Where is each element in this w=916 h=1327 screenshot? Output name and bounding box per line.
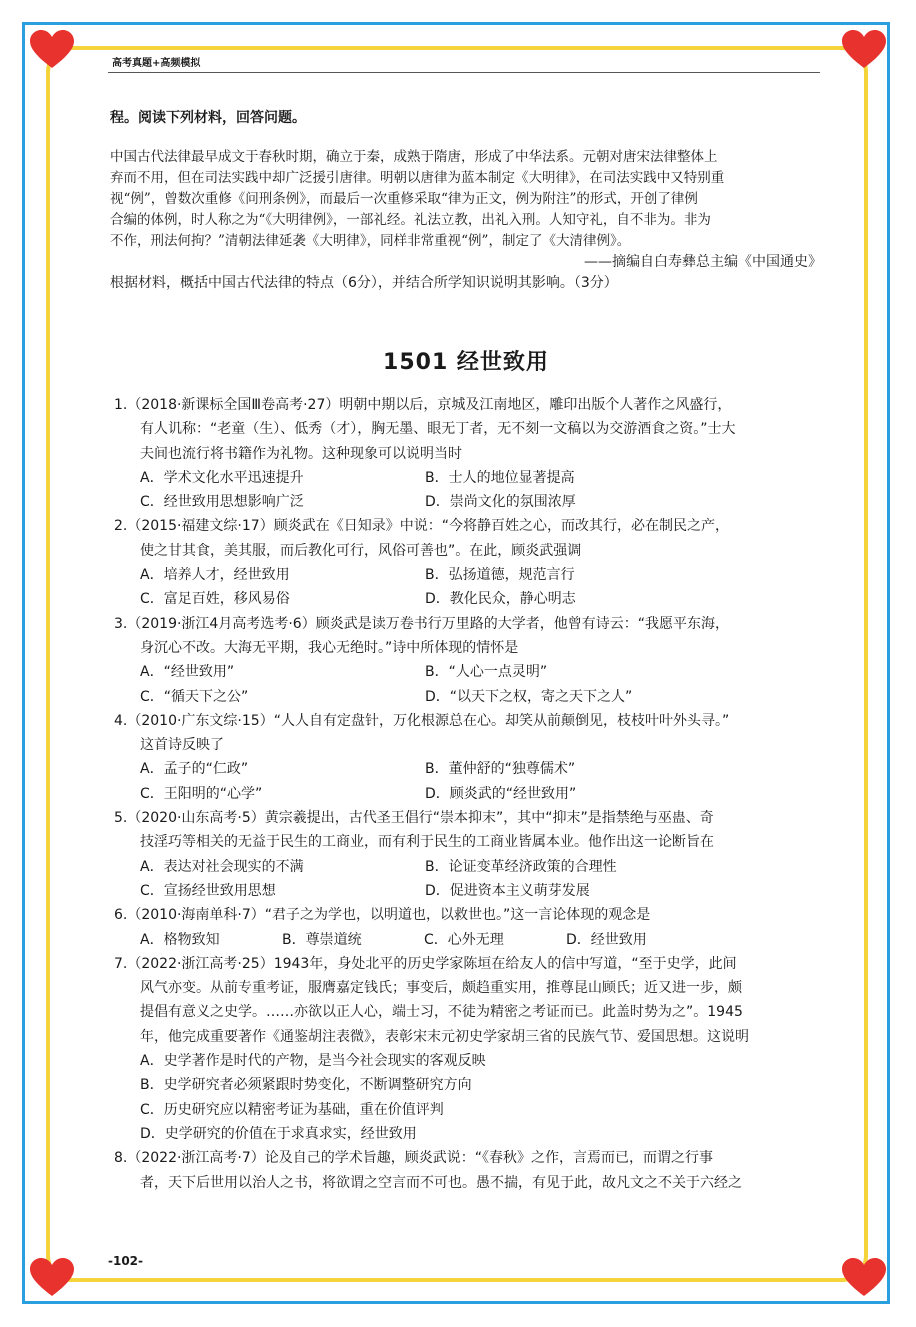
- question-stem: [114, 709, 822, 758]
- material-line: 合编的体例，时人称之为“《大明律例》，一部礼经。礼法立教，出礼入刑。人知守礼，自不非为。非为: [110, 212, 711, 228]
- question-item: [110, 806, 822, 903]
- answer-option[interactable]: D．教化民众，静心明志: [425, 591, 576, 608]
- question-item: [110, 952, 822, 1146]
- question-stem-line: 2.（2015·福建文综·17）顾炎武在《日知录》中说：“今将静百姓之心，而改其行，必在制民之产，: [114, 518, 729, 535]
- answer-option[interactable]: B．史学研究者必须紧跟时势变化，不断调整研究方向: [140, 1077, 472, 1094]
- question-stem-line: 8.（2022·浙江高考·7）论及自己的学术旨趣，顾炎武说：“《春秋》之作，言焉而已，而谓之行事: [114, 1150, 714, 1167]
- question-item: [110, 1146, 822, 1195]
- material-source: ——摘编自白寿彝总主编《中国通史》: [584, 254, 822, 270]
- section-title: 1501 经世致用: [383, 350, 549, 375]
- answer-option[interactable]: A．格物致知: [140, 931, 220, 948]
- answer-option[interactable]: B．弘扬道德，规范言行: [425, 567, 575, 584]
- question-stem-line: 使之甘其食，美其服，而后教化可行，风俗可善也”。在此，顾炎武强调: [140, 542, 582, 559]
- question-stem: [114, 903, 822, 927]
- question-stem-line: 1.（2018·新课标全国Ⅲ卷高考·27）明朝中期以后，京城及江南地区，雕印出版个人著作之风盛行，: [114, 397, 732, 413]
- answer-option[interactable]: C．历史研究应以精密考证为基础，重在价值评判: [140, 1101, 444, 1118]
- answer-option[interactable]: D．经世致用: [566, 931, 647, 948]
- question-stem-line: 这首诗反映了: [140, 737, 224, 754]
- answer-option[interactable]: A．培养人才，经世致用: [140, 567, 290, 584]
- question-stem-line: 有人讥称：“老童（生）、低秀（才），胸无墨、眼无丁者，无不刻一文稿以为交游酒食之资。”士大: [140, 421, 736, 438]
- question-item: [110, 393, 822, 514]
- answer-option[interactable]: B．“人心一点灵明”: [425, 664, 548, 681]
- question-stem: [114, 514, 822, 563]
- answer-option[interactable]: D．史学研究的价值在于求真求实，经世致用: [140, 1125, 417, 1142]
- heart-icon: [30, 30, 74, 70]
- question-stem: [114, 1146, 822, 1195]
- question-stem-line: 技淫巧等相关的无益于民生的工商业，而有利于民生的工商业皆属本业。他作出这一论断旨在: [140, 834, 714, 851]
- question-options: [140, 928, 822, 952]
- question-stem-line: 提倡有意义之史学。……亦欲以正人心，端士习，不徒为精密之考证而已。此盖时势为之”。1945: [140, 1004, 743, 1021]
- question-stem-line: 夫间也流行将书籍作为礼物。这种现象可以说明当时: [140, 445, 462, 462]
- answer-option[interactable]: D．崇尚文化的氛围浓厚: [425, 494, 576, 511]
- answer-option[interactable]: C．“循天下之公”: [140, 688, 249, 705]
- header-divider: [108, 72, 820, 73]
- question-stem: [114, 393, 822, 466]
- answer-option[interactable]: A．学术文化水平迅速提升: [140, 469, 304, 486]
- answer-option[interactable]: C．经世致用思想影响广泛: [140, 494, 304, 511]
- header-title: 高考真题+高频模拟: [112, 58, 201, 69]
- question-stem-line: 5.（2020·山东高考·5）黄宗羲提出，古代圣王倡行“崇本抑末”，其中“抑末”是指禁绝与巫蛊、奇: [114, 810, 714, 827]
- question-stem-line: 风气亦变。从前专重考证，服膺嘉定钱氏；事变后，颇趋重实用，推尊昆山顾氏；近又进一步，颇: [140, 980, 742, 997]
- question-options: [140, 757, 822, 806]
- question-stem-line: 3.（2019·浙江4月高考选考·6）顾炎武是读万卷书行万里路的大学者，他曾有诗云：“我愿平东海，: [114, 615, 729, 632]
- answer-option[interactable]: C．心外无理: [424, 931, 504, 948]
- question-stem-line: 6.（2010·海南单科·7）“君子之为学也，以明道也，以救世也。”这一言论体现的观念是: [114, 907, 651, 924]
- answer-option[interactable]: B．董仲舒的“独尊儒术”: [425, 761, 576, 778]
- intro-text: 程。阅读下列材料，回答问题。: [110, 110, 306, 126]
- question-item: [110, 514, 822, 611]
- question-options: [140, 855, 822, 904]
- answer-option[interactable]: C．王阳明的“心学”: [140, 785, 263, 802]
- material-line: 不作，刑法何拘？”清朝法律延袭《大明律》，同样非常重视“例”，制定了《大清律例》。: [110, 233, 631, 249]
- material-line: 视“例”，曾数次重修《问刑条例》，而最后一次重修采取“律为正文，例为附注”的形式，开创了律例: [110, 191, 698, 207]
- page-content: [110, 108, 822, 1195]
- answer-option[interactable]: B．士人的地位显著提高: [425, 469, 575, 486]
- question-options: [140, 1049, 822, 1146]
- answer-option[interactable]: A．表达对社会现实的不满: [140, 858, 304, 875]
- page-number: -102-: [108, 1254, 144, 1268]
- question-stem-line: 7.（2022·浙江高考·25）1943年，身处北平的历史学家陈垣在给友人的信中写道，“至于史学，此间: [114, 955, 737, 972]
- question-item: [110, 709, 822, 806]
- answer-option[interactable]: D．“以天下之权，寄之天下之人”: [425, 688, 633, 705]
- answer-option[interactable]: D．促进资本主义萌芽发展: [425, 882, 590, 899]
- material-line: 中国古代法律最早成文于春秋时期，确立于秦，成熟于隋唐，形成了中华法系。元朝对唐宋法律整体上: [110, 149, 718, 165]
- answer-option[interactable]: A．“经世致用”: [140, 664, 235, 681]
- question-options: [140, 660, 822, 709]
- question-list: [110, 393, 822, 1195]
- heart-icon: [842, 1258, 886, 1298]
- question-stem-line: 身沉心不改。大海无平期，我心无绝时。”诗中所体现的情怀是: [140, 639, 519, 656]
- answer-option[interactable]: C．富足百姓，移风易俗: [140, 591, 290, 608]
- question-stem-line: 者，天下后世用以治人之书，将欲谓之空言而不可也。愚不揣，有见于此，故凡文之不关于六经之: [140, 1174, 742, 1191]
- material-line: 弃而不用，但在司法实践中却广泛援引唐律。明朝以唐律为蓝本制定《大明律》，在司法实践中又特别重: [110, 170, 725, 186]
- answer-option[interactable]: B．论证变革经济政策的合理性: [425, 858, 617, 875]
- material-prompt: 根据材料，概括中国古代法律的特点（6分），并结合所学知识说明其影响。（3分）: [110, 275, 618, 291]
- question-item: [110, 612, 822, 709]
- answer-option[interactable]: B．尊崇道统: [282, 931, 362, 948]
- question-stem-line: 年，他完成重要著作《通鉴胡注表微》，表彰宋末元初史学家胡三省的民族气节、爱国思想。这说明: [140, 1028, 749, 1045]
- question-stem: [114, 806, 822, 855]
- answer-option[interactable]: A．史学著作是时代的产物，是当今社会现实的客观反映: [140, 1053, 486, 1070]
- heart-icon: [30, 1258, 74, 1298]
- answer-option[interactable]: D．顾炎武的“经世致用”: [425, 785, 577, 802]
- question-stem-line: 4.（2010·广东文综·15）“人人自有定盘针，万化根源总在心。却笑从前颠倒见，枝枝叶叶外头寻。”: [114, 712, 730, 729]
- answer-option[interactable]: C．宣扬经世致用思想: [140, 882, 276, 899]
- heart-icon: [842, 30, 886, 70]
- question-stem: [114, 612, 822, 661]
- question-item: [110, 903, 822, 952]
- question-stem: [114, 952, 822, 1049]
- question-options: [140, 466, 822, 515]
- answer-option[interactable]: A．孟子的“仁政”: [140, 761, 249, 778]
- question-options: [140, 563, 822, 612]
- material-block: [110, 147, 822, 252]
